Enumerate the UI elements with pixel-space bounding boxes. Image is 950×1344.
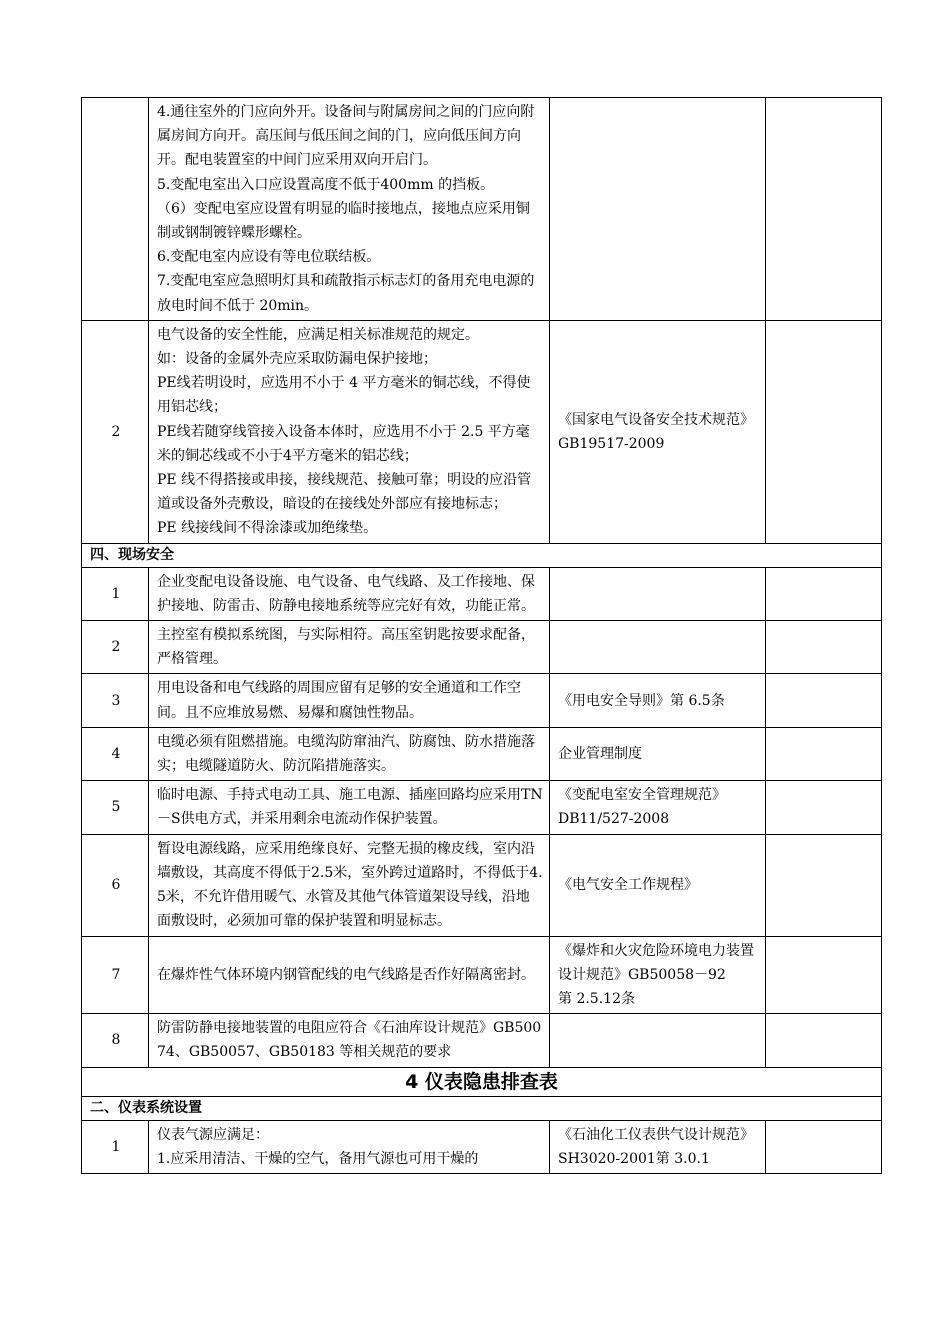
content-line: 仪表气源应满足： <box>157 1126 269 1143</box>
check-content <box>149 781 550 834</box>
section-header: 二、仪表系统设置 <box>82 1096 882 1120</box>
table-row <box>82 320 882 543</box>
row-number: 4 <box>82 727 149 780</box>
row-number <box>82 98 149 321</box>
reference-line: 《变配电室安全管理规范》 <box>558 787 726 804</box>
check-result-cell <box>766 98 882 321</box>
check-result-cell <box>766 621 882 674</box>
reference-line: 第 2.5.12条 <box>558 990 635 1007</box>
table-row <box>82 621 882 674</box>
check-content <box>149 727 550 780</box>
row-number: 2 <box>82 621 149 674</box>
content-line: 6.变配电室内应设有等电位联结板。 <box>157 249 381 266</box>
check-result-cell <box>766 1120 882 1173</box>
content-line: 主控室有模拟系统图，与实际相符。高压室钥匙按要求配备，严格管理。 <box>157 627 535 668</box>
reference-line: 企业管理制度 <box>558 745 642 762</box>
check-content <box>149 98 550 321</box>
check-content <box>149 567 550 620</box>
check-result-cell <box>766 567 882 620</box>
row-number: 7 <box>82 936 149 1014</box>
reference-standard <box>550 98 766 321</box>
check-content <box>149 674 550 727</box>
content-line: PE 线不得搭接或串接，接线规范、接触可靠；明设的应沿管道或设备外壳敷设，暗设的在接线处外部应有接地标志； <box>157 472 532 513</box>
hazard-check-table <box>81 97 882 1174</box>
reference-standard <box>550 567 766 620</box>
table-title: 4 仪表隐患排查表 <box>82 1067 882 1096</box>
row-number: 2 <box>82 320 149 543</box>
check-content <box>149 936 550 1014</box>
table-title-row <box>82 1067 882 1096</box>
check-content <box>149 621 550 674</box>
content-line: 临时电源、手持式电动工具、施工电源、插座回路均应采用TN－S供电方式，并采用剩余电流动作保护装置。 <box>157 787 543 828</box>
reference-standard <box>550 936 766 1014</box>
table-body <box>82 98 882 1174</box>
reference-standard <box>550 621 766 674</box>
section-header-row <box>82 543 882 567</box>
reference-line: 《爆炸和火灾危险环境电力装置设计规范》GB50058－92 <box>558 942 754 983</box>
content-line: PE线若随穿线管接入设备本体时，应选用不小于 2.5 平方毫米的铜芯线或不小于4平方毫米的铝芯线； <box>157 423 530 464</box>
table-row <box>82 727 882 780</box>
reference-standard <box>550 727 766 780</box>
table-row <box>82 98 882 321</box>
content-line: （6）变配电室应设置有明显的临时接地点，接地点应采用铜制或钢制镀锌蝶形螺栓。 <box>157 200 530 242</box>
reference-standard <box>550 834 766 936</box>
content-line: 暂设电源线路，应采用绝缘良好、完整无损的橡皮线，室内沿墙敷设，其高度不得低于2.5米，室外跨过道路时，不得低于4.5米，不允许借用暖气、水管及其他气体管道架设导线，沿地面敷设时，必须加可靠的保护装置和明显标志。 <box>157 840 543 930</box>
table-row <box>82 936 882 1014</box>
row-number: 8 <box>82 1014 149 1067</box>
row-number: 1 <box>82 1120 149 1173</box>
content-line: 电气设备的安全性能，应满足相关标准规范的规定。 <box>157 326 479 343</box>
content-line: 防雷防静电接地装置的电阻应符合《石油库设计规范》GB50074、GB50057、GB50183 等相关规范的要求 <box>157 1020 542 1061</box>
reference-line: DB11/527-2008 <box>558 811 670 828</box>
reference-standard <box>550 1120 766 1173</box>
table-row <box>82 567 882 620</box>
check-content <box>149 1014 550 1067</box>
content-line: 电缆必须有阻燃措施。电缆沟防窜油汽、防腐蚀、防水措施落实；电缆隧道防火、防沉陷措施落实。 <box>157 733 535 775</box>
content-line: 5.变配电室出入口应设置高度不低于400mm 的挡板。 <box>157 176 495 193</box>
content-line: 1.应采用清洁、干燥的空气，备用气源也可用干燥的 <box>157 1150 479 1167</box>
content-line: 用电设备和电气线路的周围应留有足够的安全通道和工作空间。且不应堆放易燃、易爆和腐蚀性物品。 <box>157 680 521 721</box>
reference-standard <box>550 1014 766 1067</box>
reference-line: 《用电安全导则》第 6.5条 <box>558 692 725 709</box>
check-content <box>149 1120 550 1173</box>
check-result-cell <box>766 320 882 543</box>
row-number: 6 <box>82 834 149 936</box>
section-header: 四、现场安全 <box>82 543 882 567</box>
check-result-cell <box>766 834 882 936</box>
table-row <box>82 781 882 834</box>
content-line: 如：设备的金属外壳应采取防漏电保护接地； <box>157 351 437 368</box>
row-number: 1 <box>82 567 149 620</box>
content-line: PE 线接线间不得涂漆或加绝缘垫。 <box>157 520 378 537</box>
table-row <box>82 834 882 936</box>
check-result-cell <box>766 781 882 834</box>
reference-standard <box>550 781 766 834</box>
table-row <box>82 1120 882 1173</box>
reference-standard <box>550 674 766 727</box>
content-line: 企业变配电设备设施、电气设备、电气线路、及工作接地、保护接地、防雷击、防静电接地系统等应完好有效，功能正常。 <box>157 573 535 614</box>
reference-standard <box>550 320 766 543</box>
check-result-cell <box>766 727 882 780</box>
check-content <box>149 320 550 543</box>
reference-line: 《国家电气设备安全技术规范》 GB19517-2009 <box>558 411 754 452</box>
content-line: PE线若明设时，应选用不小于 4 平方毫米的铜芯线，不得使用铝芯线； <box>157 375 531 416</box>
check-result-cell <box>766 1014 882 1067</box>
check-result-cell <box>766 674 882 727</box>
table-row <box>82 674 882 727</box>
section-header-row <box>82 1096 882 1120</box>
table-row <box>82 1014 882 1067</box>
content-line: 4.通往室外的门应向外开。设备间与附属房间之间的门应向附属房间方向开。高压间与低压间之间的门，应向低压间方向开。配电装置室的中间门应采用双向开启门。 <box>157 104 535 169</box>
content-line: 在爆炸性气体环境内钢管配线的电气线路是否作好隔离密封。 <box>157 966 535 983</box>
row-number: 5 <box>82 781 149 834</box>
content-line: 7.变配电室应急照明灯具和疏散指示标志灯的备用充电电源的放电时间不低于 20min。 <box>157 273 535 314</box>
reference-line: 《电气安全工作规程》 <box>558 876 698 893</box>
check-content <box>149 834 550 936</box>
check-result-cell <box>766 936 882 1014</box>
row-number: 3 <box>82 674 149 727</box>
reference-line: 《石油化工仪表供气设计规范》SH3020-2001第 3.0.1 <box>558 1126 754 1167</box>
